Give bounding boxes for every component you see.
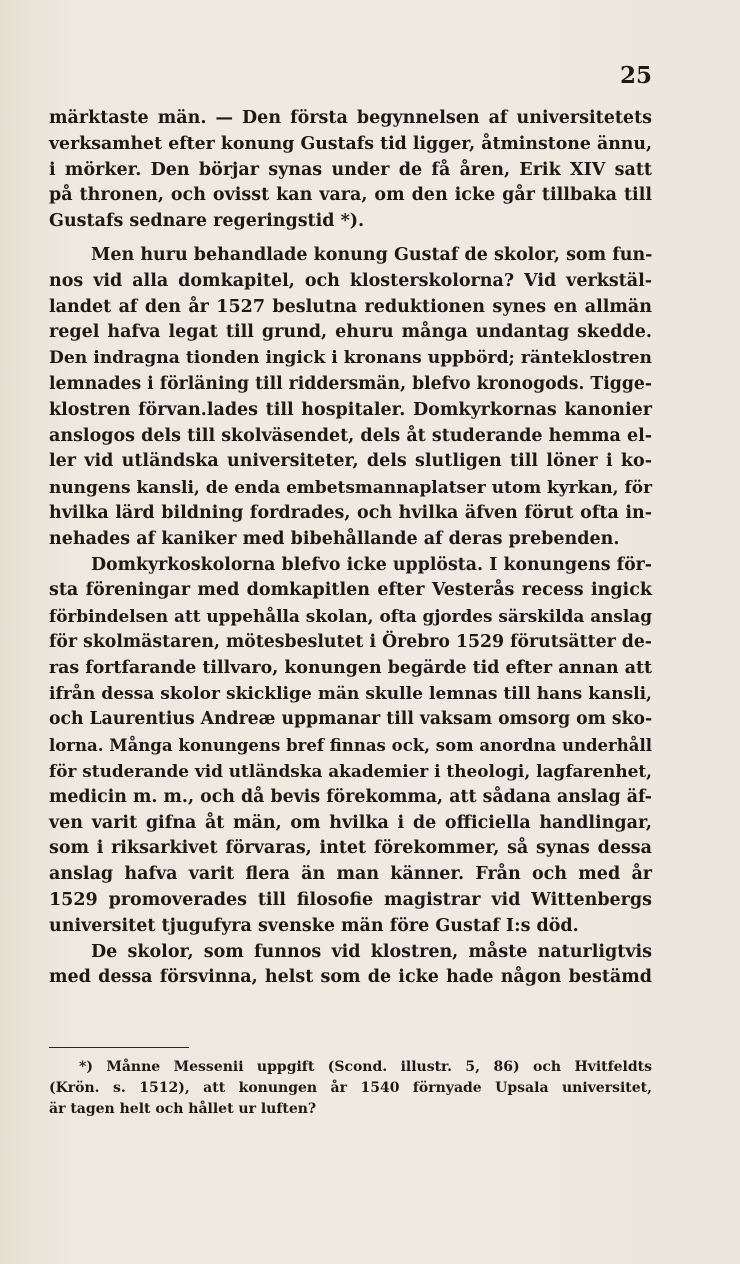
text-line: för studerande vid utländska akademier i theologi, lagfarenhet,	[49, 760, 652, 781]
text-line: och Laurentius Andreæ uppmanar till vaksam omsorg om sko-	[49, 709, 653, 730]
text-line: anslogos dels till skolväsendet, dels åt studerande hemma el-	[49, 425, 652, 446]
text-line: ler vid utländska universiteter, dels slutligen till löner i ko-	[49, 451, 652, 472]
text-line: verksamhet efter konung Gustafs tid ligger, åtminstone ännu,	[49, 133, 652, 154]
footnote-line: *) Månne Messenii uppgift (Scond. illustr. 5, 86) och Hvitfeldts	[79, 1059, 652, 1075]
footnote-line: är tagen helt och hållet ur luften?	[49, 1101, 317, 1117]
paragraph-4	[49, 940, 652, 992]
paragraph-3	[49, 553, 652, 940]
text-line: nos vid alla domkapitel, och klosterskolorna? Vid verkstäl-	[49, 270, 652, 291]
text-line: märktaste män. — Den första begynnelsen af universitetets	[49, 108, 652, 128]
text-line: Den indragna tionden ingick i kronans uppbörd; ränteklostren	[49, 348, 652, 369]
text-line: medicin m. m., och då bevis förekomma, att sådana anslag äf-	[49, 786, 652, 807]
body-text	[49, 106, 652, 991]
text-line: i mörker. Den börjar synas under de få åren, Erik XIV satt	[49, 159, 652, 180]
footnote	[49, 1057, 652, 1120]
paragraph-1	[49, 106, 652, 235]
text-line: som i riksarkivet förvaras, intet förekommer, så synas dessa	[49, 838, 652, 859]
text-line: 1529 promoverades till filosofie magistrar vid Wittenbergs	[49, 889, 652, 910]
text-line: Men huru behandlade konung Gustaf de skolor, som fun-	[91, 244, 653, 265]
text-line: ifrån dessa skolor skicklige män skulle lemnas till hans kansli,	[49, 683, 652, 704]
page-number: 25	[619, 62, 652, 89]
text-line: nehades af kaniker med bibehållande af deras prebenden.	[49, 528, 620, 549]
text-line: klostren förvan.lades till hospitaler. Domkyrkornas kanonier	[49, 399, 652, 420]
text-line: på thronen, och ovisst kan vara, om den icke går tillbaka till	[49, 185, 652, 206]
text-line: Gustafs sednare regeringstid *).	[49, 211, 365, 232]
text-line: ras fortfarande tillvaro, konungen begärde tid efter annan att	[49, 657, 652, 678]
text-line: De skolor, som funnos vid klostren, måste naturligtvis	[91, 941, 652, 962]
text-line: ven varit gifna åt män, om hvilka i de officiella handlingar,	[49, 812, 652, 833]
footnote-line: (Krön. s. 1512), att konungen år 1540 förnyade Upsala universitet,	[49, 1080, 652, 1096]
text-line: anslag hafva varit flera än man känner. Från och med år	[49, 864, 652, 885]
text-line: med dessa försvinna, helst som de icke hade någon bestämd	[49, 967, 652, 988]
text-line: hvilka lärd bildning fordrades, och hvilka äfven förut ofta in-	[49, 502, 652, 523]
text-line: förbindelsen att uppehålla skolan, ofta gjordes särskilda anslag	[49, 606, 652, 627]
text-line: landet af den år 1527 beslutna reduktionen synes en allmän	[49, 296, 652, 317]
footnote-divider	[49, 1047, 189, 1048]
text-line: lemnades i förläning till riddersmän, blefvo kronogods. Tigge-	[49, 373, 653, 394]
text-line: universitet tjugufyra svenske män före Gustaf I:s död.	[49, 915, 579, 936]
text-line: sta föreningar med domkapitlen efter Vesterås recess ingick	[49, 580, 652, 601]
paragraph-2	[49, 243, 652, 553]
text-line: lorna. Många konungens bref finnas ock, som anordna underhåll	[49, 735, 652, 756]
text-line: regel hafva legat till grund, ehuru många undantag skedde.	[49, 322, 652, 343]
text-line: för skolmästaren, mötesbeslutet i Örebro 1529 förutsätter de-	[49, 631, 652, 652]
text-line: nungens kansli, de enda embetsmannaplatser utom kyrkan, för	[49, 477, 652, 498]
text-line: Domkyrkoskolorna blefvo icke upplösta. I konungens för-	[91, 554, 652, 575]
